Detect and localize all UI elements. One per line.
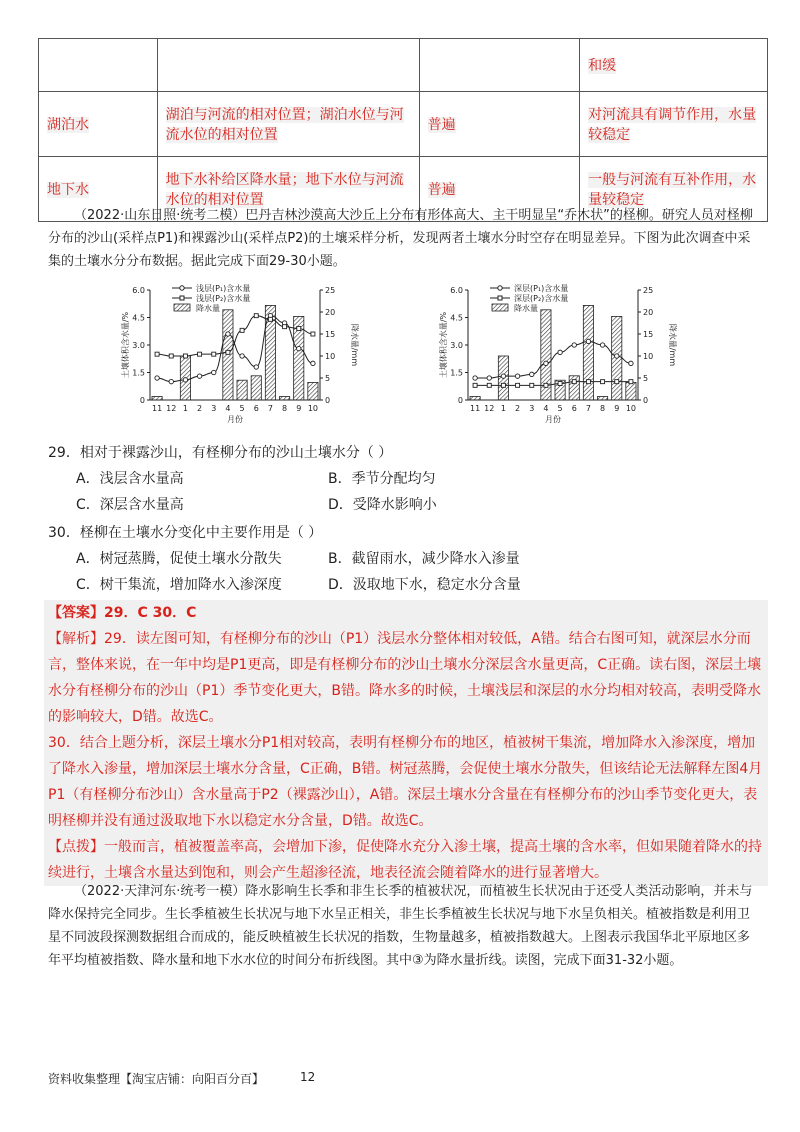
y-tick-label: 4.5	[450, 313, 463, 323]
legend-marker	[498, 286, 502, 290]
data-point	[297, 346, 301, 350]
option-29-a: A．浅层含水量高	[76, 471, 184, 487]
table-row	[39, 92, 768, 157]
x-tick-label: 9	[296, 404, 302, 413]
x-tick-label: 3	[529, 404, 535, 413]
y-tick-label: 1.5	[450, 368, 463, 378]
y2-axis-label: 降水量/mm	[350, 323, 359, 367]
table-cell	[419, 39, 579, 92]
legend-label: 深层(P₂)含水量	[514, 294, 569, 303]
x-tick-label: 10	[307, 404, 319, 413]
x-tick-label: 4	[543, 404, 549, 413]
data-point	[183, 354, 187, 358]
soil-moisture-chart-deep	[428, 280, 688, 440]
option-30-c: C．树干集流，增加降水入渗深度	[76, 577, 282, 593]
data-point	[169, 379, 173, 383]
chart-legend	[172, 283, 250, 313]
y2-tick-label: 0	[643, 396, 649, 405]
answer-line: 【答案】29．C 30．C	[48, 605, 197, 621]
table-cell-text: 对河流具有调节作用，水量较稳定	[588, 107, 757, 143]
table-cell-text: 和缓	[588, 58, 617, 74]
data-point	[268, 317, 272, 321]
y2-tick-label: 5	[643, 374, 649, 383]
table-cell	[419, 92, 579, 157]
table-cell	[157, 92, 419, 157]
y2-tick-label: 20	[643, 308, 654, 317]
option-30-d: D．汲取地下水，稳定水分含量	[328, 577, 521, 593]
data-point	[586, 339, 590, 343]
x-tick-label: 2	[515, 404, 521, 413]
precip-bar	[626, 382, 636, 400]
data-point	[311, 361, 315, 365]
data-point	[558, 350, 562, 354]
precip-bar	[583, 305, 593, 400]
x-tick-label: 11	[151, 404, 163, 413]
data-point	[615, 354, 619, 358]
x-tick-label: 2	[197, 404, 203, 413]
data-point	[601, 380, 605, 384]
y-tick-label: 3.0	[450, 341, 463, 350]
y-tick-label: 6.0	[450, 286, 463, 295]
legend-marker	[180, 286, 184, 290]
x-tick-label: 8	[600, 404, 606, 413]
data-point	[473, 383, 477, 387]
precip-bar	[597, 396, 607, 400]
x-tick-label: 4	[225, 404, 231, 413]
table-cell-text: 湖泊与河流的相对位置；湖泊水位与河流水位的相对位置	[165, 107, 404, 143]
table-cell-text: 普遍	[427, 117, 456, 133]
option-29-d: D．受降水影响小	[328, 497, 437, 513]
analysis-29: 【解析】29．读左图可知，有柽柳分布的沙山（P1）浅层水分整体相对较低，A错。结合右图可知，就深层水分而言，整体来说，在一年中均是P1更高，即是有柽柳分布的沙山土壤水分深层含水量更高，C正确。读右图，深层土壤水分有柽柳分布的沙山（P1）季节变化更大，B错。降水多的时候，土壤浅层和深层的水分均相对较高，表明受降水的影响较大，D错。故选C。	[48, 631, 762, 725]
table-cell	[580, 39, 768, 92]
data-point	[615, 380, 619, 384]
y2-tick-label: 20	[325, 308, 336, 317]
table-cell-text: 地下水补给区降水量；地下水位与河流水位的相对位置	[165, 172, 404, 208]
data-point	[473, 376, 477, 380]
y2-axis-label: 降水量/mm	[668, 323, 677, 367]
data-point	[226, 332, 230, 336]
table-cell	[39, 39, 158, 92]
table-cell	[157, 39, 419, 92]
data-point	[544, 383, 548, 387]
question-29-stem: 29．相对于裸露沙山，有柽柳分布的沙山土壤水分（ ）	[48, 445, 393, 461]
y-tick-label: 0	[457, 396, 463, 405]
x-tick-label: 11	[469, 404, 481, 413]
data-point	[530, 383, 534, 387]
data-point	[629, 361, 633, 365]
data-point	[530, 372, 534, 376]
table-cell-text: 普遍	[427, 182, 456, 198]
precip-bar	[470, 396, 480, 400]
legend-label: 浅层(P₁)含水量	[196, 284, 251, 293]
y-axis-label: 土壤体积含水量/%	[439, 311, 448, 379]
precip-bar	[251, 376, 261, 400]
precip-bar	[152, 396, 162, 400]
option-30-a: A．树冠蒸腾，促使土壤水分散失	[76, 551, 282, 567]
y2-tick-label: 0	[325, 396, 331, 405]
soil-moisture-chart-shallow	[110, 280, 370, 440]
tip-paragraph: 【点拨】一般而言，植被覆盖率高，会增加下渗，促使降水充分入渗土壤，提高土壤的含水率，但如果随着降水的持续进行，土壤含水量达到饱和，则会产生超渗径流，地表径流会随着降水的进行显著增大。	[48, 839, 762, 881]
table-row	[39, 39, 768, 92]
x-axis-label: 月份	[227, 415, 243, 424]
data-point	[629, 380, 633, 384]
y-tick-label: 1.5	[132, 368, 145, 378]
intro-text: （2022·天津河东·统考一模）降水影响生长季和非生长季的植被状况，而植被生长状况由于还受人类活动影响，并未与降水保持完全同步。生长季植被生长状况与地下水呈正相关，非生长季植被生长状况与地下水呈负相关。植被指数是利用卫星不同波段探测数据组合而成的，能反映植被生长状况的指数，生物量越多，植被指数越大。上图表示我国华北平原地区多年平均植被指数、降水量和地下水水位的时间分布折线图。其中③为降水量折线。读图，完成下面31-32小题。	[48, 884, 753, 968]
x-tick-label: 1	[182, 404, 188, 413]
data-point	[254, 314, 258, 318]
x-tick-label: 5	[557, 404, 563, 413]
y-tick-label: 6.0	[132, 286, 145, 295]
data-point	[240, 328, 244, 332]
data-point	[169, 354, 173, 358]
question-intro-29-30	[48, 204, 760, 273]
x-tick-label: 12	[166, 404, 177, 413]
answer-block	[44, 600, 768, 886]
data-point	[155, 352, 159, 356]
y2-tick-label: 10	[643, 352, 654, 361]
x-tick-label: 1	[500, 404, 506, 413]
legend-marker	[492, 304, 508, 311]
y-tick-label: 0	[139, 396, 145, 405]
legend-label: 浅层(P₂)含水量	[196, 294, 251, 303]
y-axis-label: 土壤体积含水量/%	[121, 311, 130, 379]
data-point	[254, 365, 258, 369]
data-point	[516, 383, 520, 387]
option-29-b: B．季节分配均匀	[328, 471, 436, 487]
x-tick-label: 6	[253, 404, 259, 413]
y2-tick-label: 25	[325, 286, 336, 295]
data-point	[501, 383, 505, 387]
data-point	[487, 383, 491, 387]
precip-bar	[279, 396, 289, 400]
legend-marker	[174, 304, 190, 311]
option-30-b: B．截留雨水，减少降水入渗量	[328, 551, 520, 567]
option-29-c: C．深层含水量高	[76, 497, 184, 513]
x-tick-label: 3	[211, 404, 217, 413]
table-cell-text: 一般与河流有互补作用，水量较稳定	[588, 172, 757, 208]
x-tick-label: 7	[585, 404, 591, 413]
x-axis-label: 月份	[545, 415, 561, 424]
data-point	[501, 374, 505, 378]
legend-label: 降水量	[196, 304, 220, 313]
y2-tick-label: 5	[325, 374, 331, 383]
data-point	[544, 361, 548, 365]
intro-text: （2022·山东日照·统考二模）巴丹吉林沙漠高大沙丘上分布有形体高大、主干明显呈“乔木状”的柽柳。研究人员对柽柳分布的沙山(采样点P1)和裸露沙山(采样点P2)的土壤采样分析，发现两者土壤水分时空存在明显差异。下图为此次调查中采集的土壤水分分布数据。据此完成下面29-30小题。	[48, 208, 753, 269]
data-point	[311, 332, 315, 336]
data-point	[586, 380, 590, 384]
x-tick-label: 10	[625, 404, 637, 413]
analysis-30: 30．结合上题分析，深层土壤水分P1相对较高，表明有柽柳分布的地区，植被树干集流，增加降水入渗深度，增加了降水入渗量，增加深层土壤水分含量，C正确，B错。树冠蒸腾，会促使土壤水分散失，但该结论无法解释左图4月P1（有柽柳分布沙山）含水量高于P2（裸露沙山），A错。深层土壤水分含量在有柽柳分布的沙山季节变化更大，表明柽柳并没有通过汲取地下水以稳定水分含量，D错。故选C。	[48, 735, 763, 829]
legend-marker	[498, 296, 502, 300]
x-tick-label: 8	[282, 404, 288, 413]
series-line	[157, 316, 313, 356]
x-tick-label: 7	[267, 404, 273, 413]
x-tick-label: 12	[484, 404, 495, 413]
data-point	[572, 343, 576, 347]
legend-label: 深层(P₁)含水量	[514, 284, 569, 293]
legend-label: 降水量	[514, 304, 538, 313]
question-30-stem: 30．柽柳在土壤水分变化中主要作用是（ ）	[48, 525, 323, 541]
precip-bar	[308, 382, 318, 400]
data-point	[558, 382, 562, 386]
data-point	[212, 352, 216, 356]
data-point	[283, 325, 287, 329]
data-point	[487, 376, 491, 380]
footer-source: 资料收集整理【淘宝店铺：向阳百分百】	[48, 1072, 265, 1086]
data-point	[226, 350, 230, 354]
data-point	[212, 370, 216, 374]
data-point	[515, 374, 519, 378]
x-tick-label: 6	[571, 404, 577, 413]
x-tick-label: 5	[239, 404, 245, 413]
y2-tick-label: 15	[643, 330, 654, 339]
chart-legend	[490, 283, 568, 313]
table-cell-text: 湖泊水	[47, 117, 89, 133]
data-point	[155, 376, 159, 380]
page-number: 12	[300, 1070, 316, 1084]
y-tick-label: 4.5	[132, 313, 145, 323]
precip-bar	[223, 310, 233, 400]
legend-marker	[180, 296, 184, 300]
table-cell-text: 地下水	[47, 182, 89, 198]
data-point	[198, 352, 202, 356]
precip-bar	[237, 380, 247, 400]
y2-tick-label: 15	[325, 330, 336, 339]
x-tick-label: 9	[614, 404, 620, 413]
table-cell	[39, 92, 158, 157]
data-point	[197, 374, 201, 378]
table-cell	[580, 92, 768, 157]
data-point	[572, 380, 576, 384]
data-point	[240, 354, 244, 358]
question-intro-31-32	[48, 880, 760, 972]
data-point	[600, 343, 604, 347]
y2-tick-label: 10	[325, 352, 336, 361]
water-supply-table	[38, 38, 768, 222]
data-point	[183, 378, 187, 382]
data-point	[297, 327, 301, 331]
y-tick-label: 3.0	[132, 341, 145, 350]
y2-tick-label: 25	[643, 286, 654, 295]
